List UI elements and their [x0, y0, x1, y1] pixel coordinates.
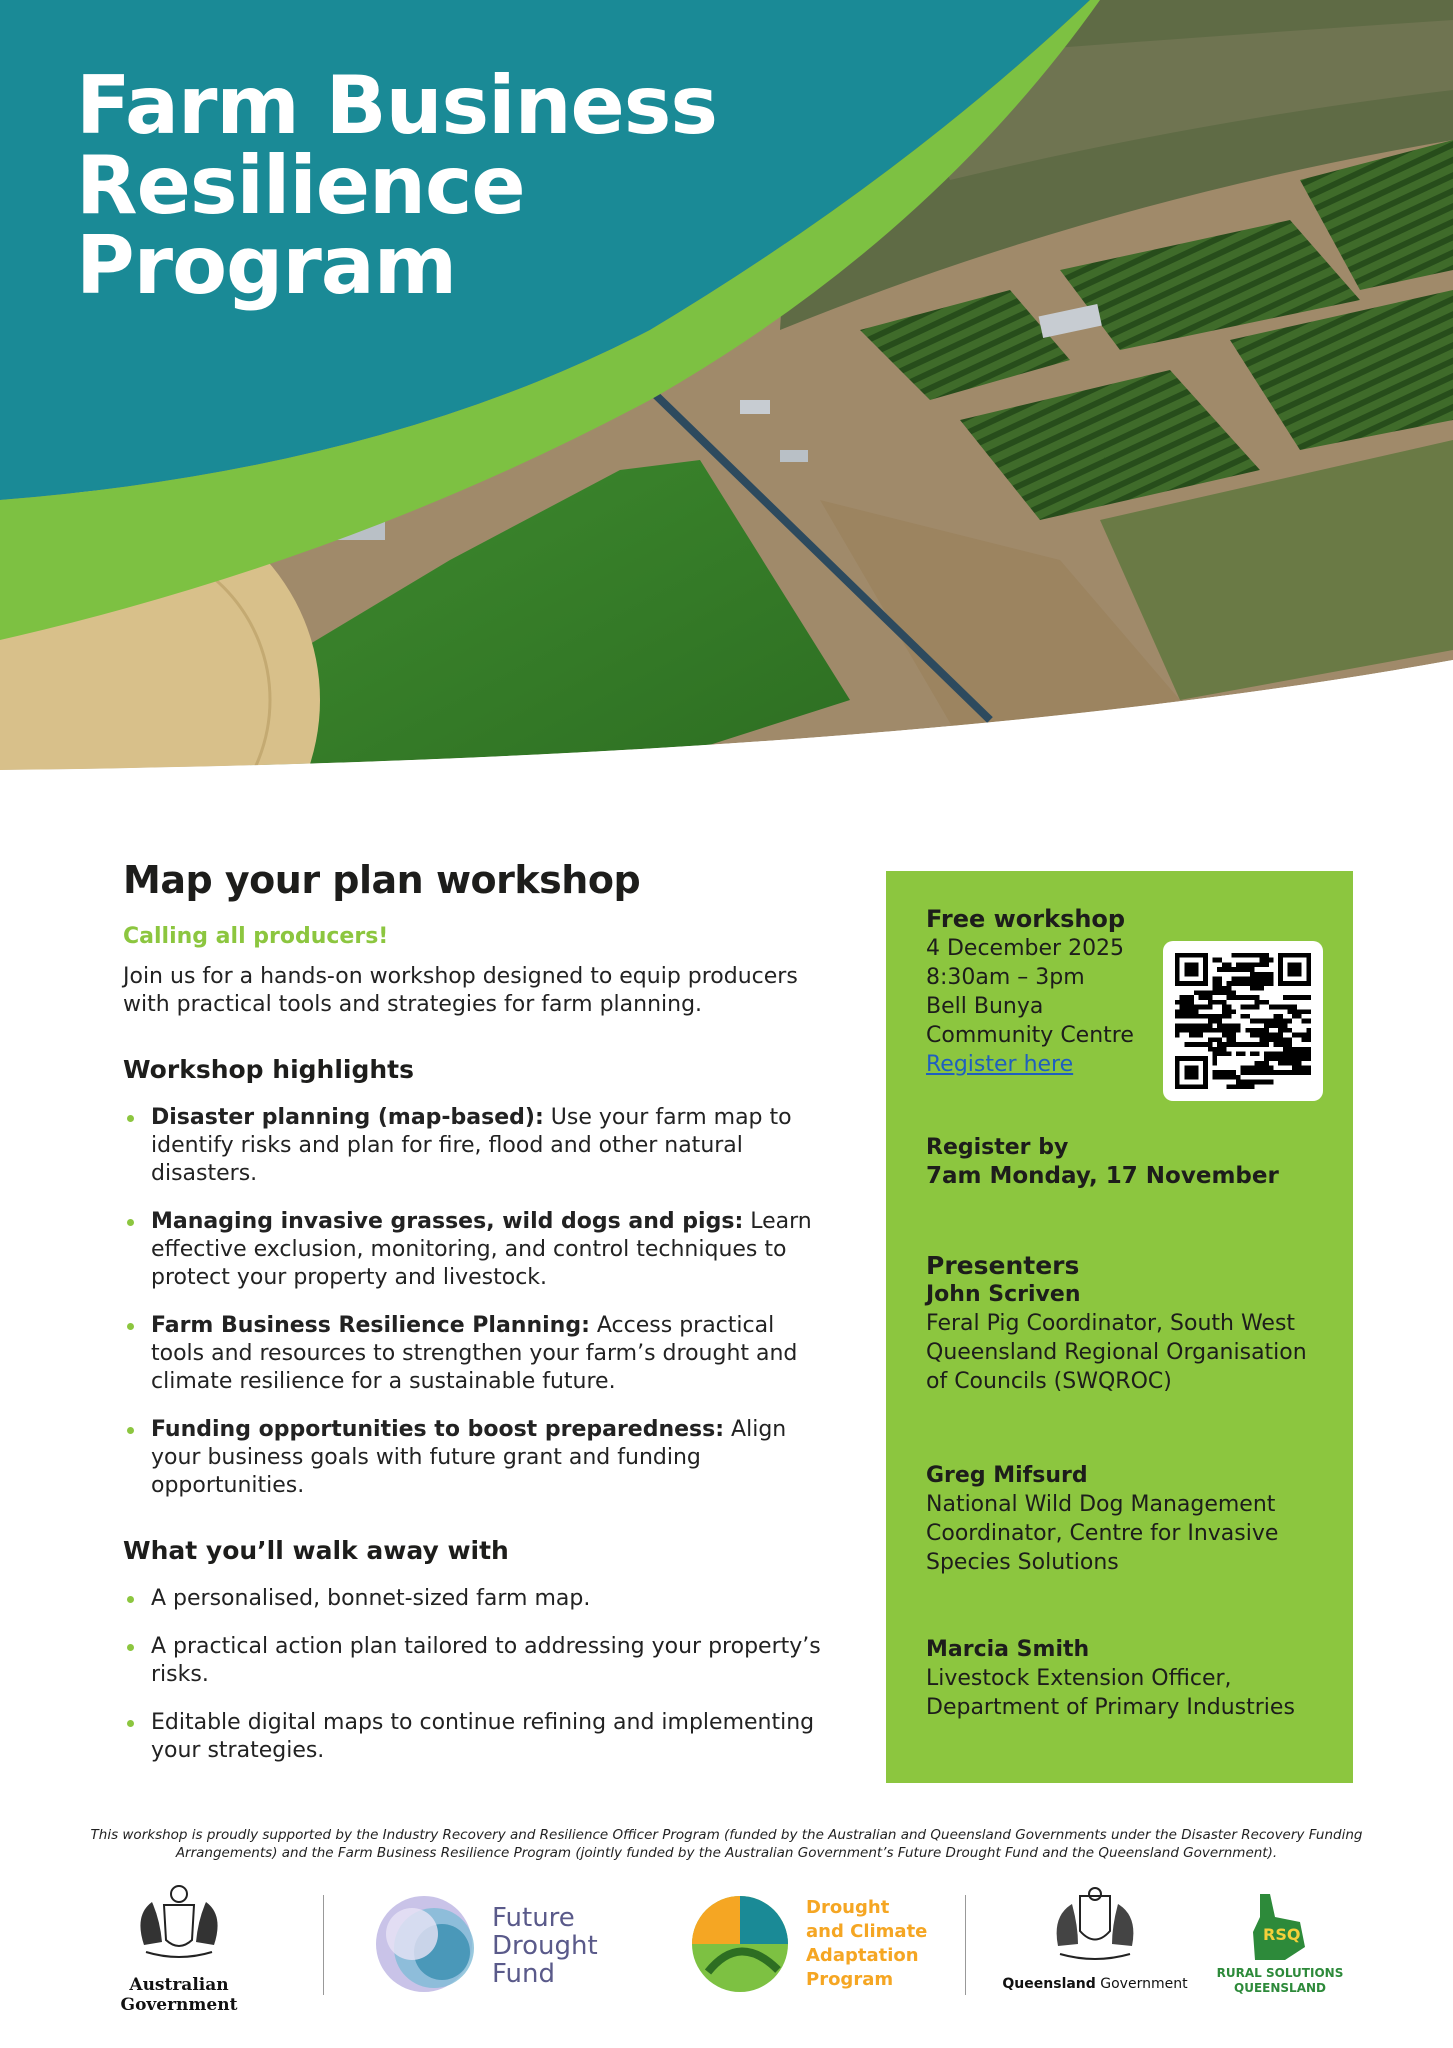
qr-code-pattern	[1175, 953, 1311, 1089]
dcap-logo	[688, 1892, 938, 2002]
hero-banner	[0, 0, 1453, 800]
rural-solutions-queensland-logo	[1215, 1892, 1345, 2002]
event-time: 8:30am – 3pm	[926, 965, 1085, 990]
dcap-line: Program	[806, 1969, 894, 1990]
dcap-line: Drought	[806, 1897, 890, 1918]
highlight-text: Access practical tools and resources to strengthen your farm’s drought and climate resilience for a sustainable future.	[151, 1313, 798, 1394]
australian-government-logo	[74, 1880, 284, 2015]
program-title	[76, 59, 718, 312]
fdf-circle-icon	[372, 1892, 477, 1997]
workshop-heading: Map your plan workshop	[123, 858, 641, 902]
presenter-role: Livestock Extension Officer, Department of Primary Industries	[926, 1666, 1295, 1720]
rsq-line: RURAL SOLUTIONS	[1216, 1966, 1344, 1980]
intro-paragraph: Join us for a hands-on workshop designed to equip producers with practical tools and strategies for farm planning.	[123, 964, 798, 1017]
fdf-line: Fund	[492, 1959, 555, 1989]
presenter-block	[926, 1461, 1326, 1577]
list-item: A personalised, bonnet-sized farm map.	[123, 1585, 823, 1613]
list-item: Editable digital maps to continue refining and implementing your strategies.	[123, 1709, 823, 1765]
fdf-line: Future	[492, 1903, 575, 1933]
callout-text: Calling all producers!	[123, 924, 389, 949]
presenter-role: Feral Pig Coordinator, South West Queensland Regional Organisation of Councils (SWQROC)	[926, 1311, 1307, 1394]
highlights-list	[123, 1104, 823, 1500]
highlight-title: Disaster planning (map-based):	[151, 1105, 544, 1130]
highlight-text: Use your farm map to identify risks and plan for fire, flood and other natural disasters.	[151, 1105, 792, 1186]
highlights-heading: Workshop highlights	[123, 1055, 414, 1084]
dcap-line: Adaptation	[806, 1945, 919, 1966]
presenter-role: National Wild Dog Management Coordinator, Centre for Invasive Species Solutions	[926, 1492, 1279, 1575]
list-item	[123, 1416, 823, 1500]
register-by-block	[926, 1133, 1326, 1191]
event-date: 4 December 2025	[926, 936, 1125, 961]
rsq-line: QUEENSLAND	[1234, 1981, 1326, 1995]
highlight-title: Managing invasive grasses, wild dogs and pigs:	[151, 1209, 744, 1234]
logo-divider	[965, 1895, 966, 1995]
logo-divider	[323, 1895, 324, 1995]
register-link[interactable]: Register here	[926, 1052, 1074, 1077]
dcap-circle-icon	[688, 1892, 793, 1997]
event-sidebar	[886, 871, 1353, 1783]
presenters-heading: Presenters	[926, 1251, 1080, 1280]
walkaway-list	[123, 1585, 823, 1765]
list-item	[123, 1104, 823, 1188]
event-venue-line-1: Bell Bunya	[926, 994, 1044, 1019]
future-drought-fund-logo	[372, 1892, 632, 2002]
australian-government-text: Australian Government	[120, 1975, 238, 2015]
highlight-title: Farm Business Resilience Planning:	[151, 1313, 590, 1338]
queensland-government-logo	[1000, 1886, 1190, 2006]
list-item	[123, 1312, 823, 1396]
fdf-line: Drought	[492, 1931, 598, 1961]
rsq-text	[1215, 1966, 1345, 1996]
title-line-1: Farm Business	[76, 59, 718, 152]
rsq-map-icon	[1215, 1892, 1345, 1962]
queensland-government-text	[1000, 1976, 1190, 1992]
coat-of-arms-icon	[74, 1880, 284, 1965]
register-by-label: Register by	[926, 1135, 1069, 1160]
fdf-text	[492, 1904, 598, 1988]
highlight-text: Align your business goals with future grant and funding opportunities.	[151, 1417, 787, 1498]
funding-note: This workshop is proudly supported by the Industry Recovery and Resilience Officer Program (funded by the Australian and Queensland Governments under the Disaster Recovery Funding Arrangements) and the Farm Business Resilience Program (jointly funded by the Australian Government’s Future Drought Fund and the Queensland Government).	[90, 1827, 1363, 1861]
dcap-line: and Climate	[806, 1921, 928, 1942]
event-venue-line-2: Community Centre	[926, 1023, 1134, 1048]
register-by-date: 7am Monday, 17 November	[926, 1163, 1279, 1189]
walkaway-heading: What you’ll walk away with	[123, 1536, 509, 1565]
presenter-name: Marcia Smith	[926, 1637, 1090, 1662]
dcap-text	[806, 1896, 927, 1992]
highlight-text: Learn effective exclusion, monitoring, and control techniques to protect your property and livestock.	[151, 1209, 812, 1290]
queensland-crest-icon	[1000, 1886, 1190, 1966]
rsq-mark: RSQ	[1263, 1925, 1301, 1944]
highlight-title: Funding opportunities to boost preparedness:	[151, 1417, 725, 1442]
qld-bold: Queensland	[1002, 1976, 1096, 1992]
main-content	[123, 858, 823, 1801]
title-line-3: Program	[76, 219, 457, 312]
presenter-block	[926, 1635, 1326, 1722]
title-line-2: Resilience	[76, 139, 525, 232]
list-item: A practical action plan tailored to addressing your property’s risks.	[123, 1633, 823, 1689]
sponsor-logos	[0, 1880, 1453, 2015]
presenters-block	[926, 1251, 1326, 1396]
event-heading: Free workshop	[926, 905, 1126, 933]
qld-rest: Government	[1095, 1976, 1188, 1992]
presenter-name: John Scriven	[926, 1282, 1081, 1307]
list-item	[123, 1208, 823, 1292]
presenter-name: Greg Mifsurd	[926, 1463, 1088, 1488]
qr-code-icon[interactable]	[1163, 941, 1323, 1101]
